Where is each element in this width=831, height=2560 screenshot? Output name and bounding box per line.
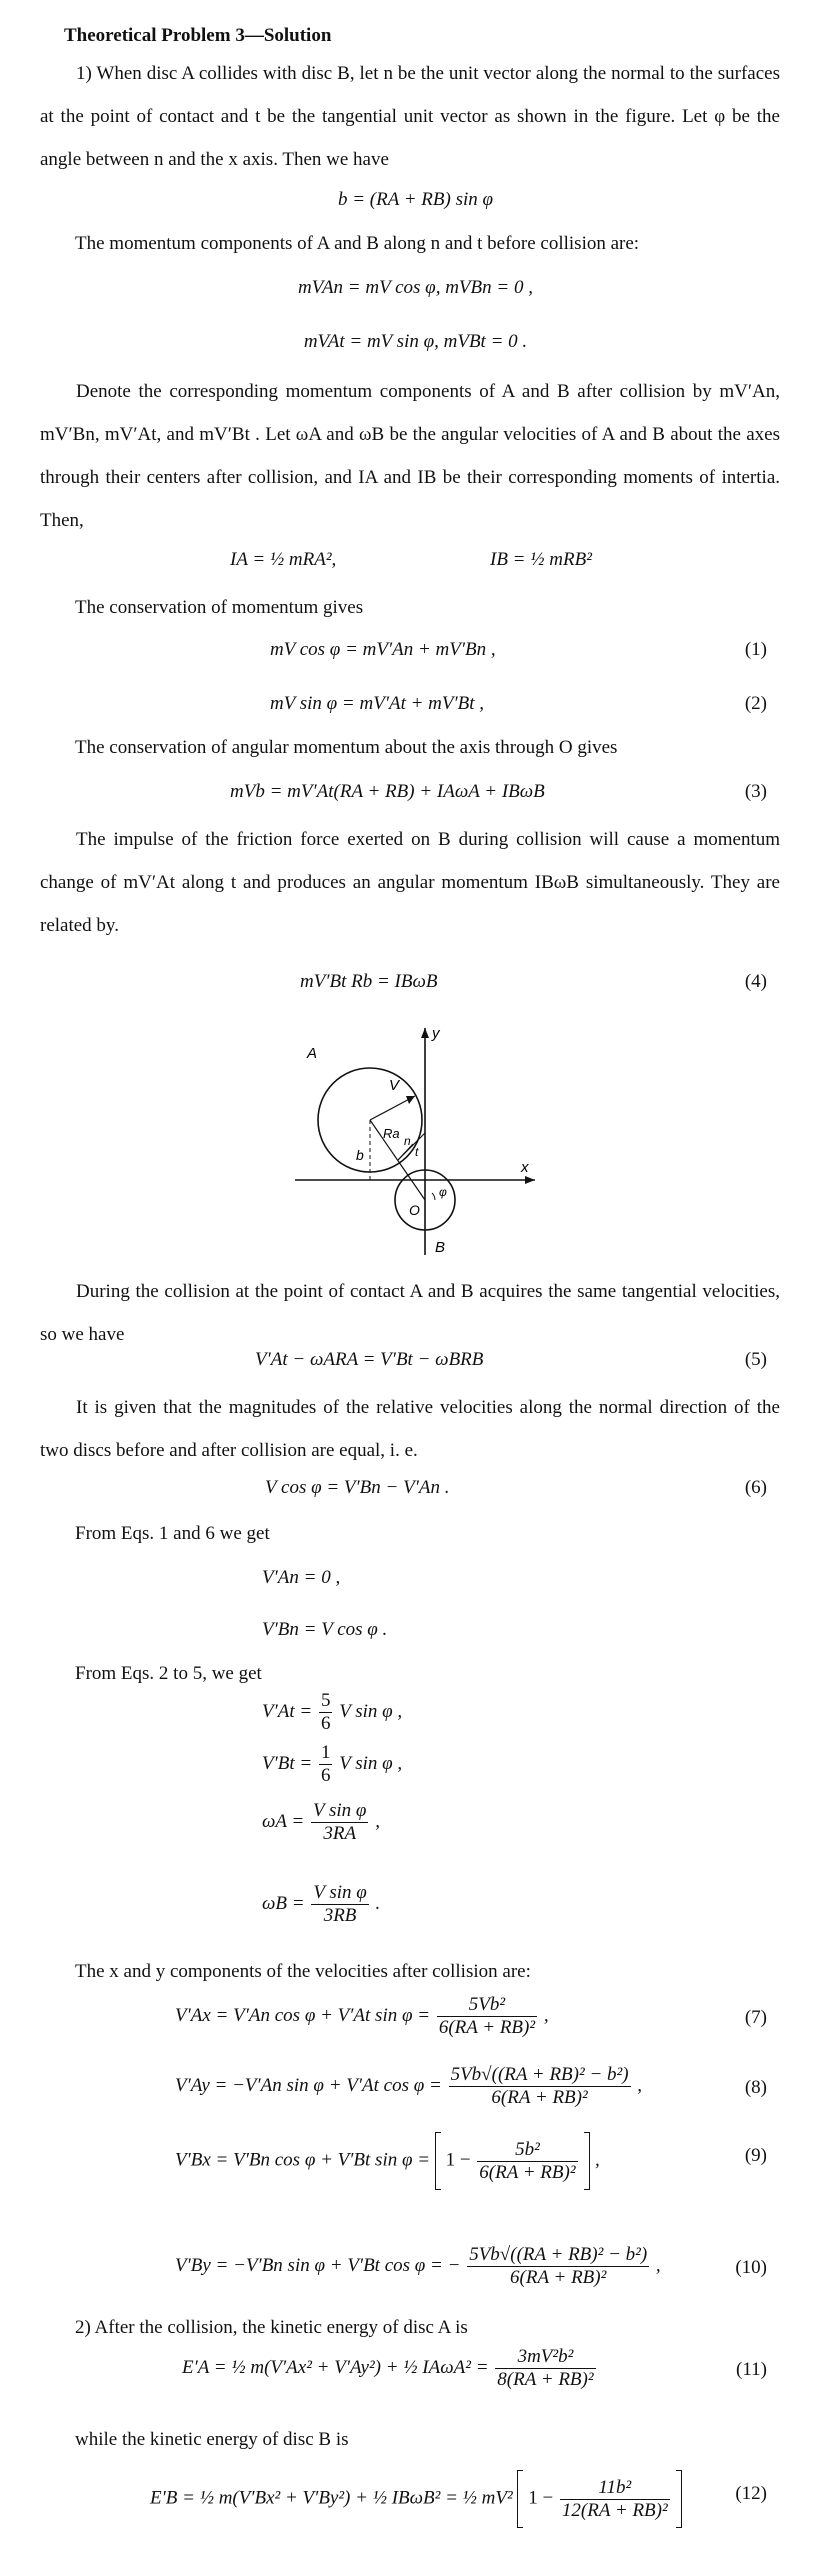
label-x: x	[521, 1159, 529, 1176]
paragraph-momentum-before: The momentum components of A and B along n and t before collision are:	[75, 233, 640, 254]
numerator: 5b²	[515, 2138, 540, 2160]
numerator: 5Vb√((RA + RB)² − b²)	[450, 2064, 629, 2085]
equation-number-4: (4)	[744, 971, 767, 992]
denominator: 3RA	[311, 1822, 368, 1845]
paragraph-conservation-momentum: The conservation of momentum gives	[75, 597, 364, 618]
result-omega-b-lhs: ωB =	[262, 1892, 305, 1914]
result-vat-rhs: V sin φ ,	[339, 1700, 403, 1722]
fraction	[477, 2139, 577, 2184]
equation-12	[150, 2470, 682, 2528]
result-vbn: V′Bn = V cos φ .	[262, 1619, 388, 1640]
paragraph-from-eqs-1-6: From Eqs. 1 and 6 we get	[75, 1523, 270, 1544]
equation-8-lhs: V′Ay = −V′An sin φ + V′At cos φ =	[175, 2074, 442, 2096]
equation-7-lhs: V′Ax = V′An cos φ + V′At sin φ =	[175, 2004, 431, 2026]
numerator: 1	[320, 1742, 331, 1763]
result-vat-lhs: V′At =	[262, 1700, 313, 1722]
result-omega-a-lhs: ωA =	[262, 1810, 305, 1832]
denominator: 6(RA + RB)²	[467, 2266, 649, 2289]
label-ra: Ra	[383, 1126, 400, 1141]
fraction	[319, 1690, 333, 1735]
result-vbt-rhs: V sin φ ,	[339, 1752, 403, 1774]
equation-11	[182, 2346, 598, 2391]
numerator: 5	[320, 1690, 331, 1711]
right-bracket	[676, 2470, 682, 2528]
equation-number-9: (9)	[744, 2145, 767, 2166]
paragraph-kinetic-energy-a: 2) After the collision, the kinetic energy of disc A is	[75, 2317, 468, 2338]
result-omega-a-rhs: ,	[375, 1810, 380, 1832]
fraction	[467, 2244, 649, 2289]
phi-arc	[432, 1193, 435, 1200]
equation-10	[175, 2244, 661, 2289]
paragraph-from-eqs-2-5: From Eqs. 2 to 5, we get	[75, 1663, 262, 1684]
result-vbt-lhs: V′Bt =	[262, 1752, 313, 1774]
paragraph-xy-components	[75, 1960, 531, 1985]
equation-number-2: (2)	[744, 693, 767, 714]
result-omega-b	[262, 1882, 380, 1927]
label-y: y	[432, 1025, 440, 1042]
collision-diagram	[285, 1020, 545, 1260]
equation-9-rhs: ,	[595, 2149, 600, 2171]
label-impact-b: b	[356, 1147, 364, 1163]
right-bracket	[584, 2132, 590, 2190]
equation-8	[175, 2064, 642, 2109]
equation-11-lhs: E′A = ½ m(V′Ax² + V′Ay²) + ½ IAωA² =	[182, 2356, 489, 2378]
numerator: 3mV²b²	[517, 2346, 574, 2367]
equation-9-lhs: V′Bx = V′Bn cos φ + V′Bt sin φ =	[175, 2149, 431, 2171]
equation-5: V′At − ωARA = V′Bt − ωBRB	[255, 1349, 484, 1370]
denominator: 6(RA + RB)²	[479, 2161, 576, 2183]
equation-IA: IA = ½ mRA²,	[230, 549, 337, 570]
equation-number-8: (8)	[744, 2077, 767, 2098]
equation-6: V cos φ = V′Bn − V′An .	[265, 1477, 450, 1498]
fraction	[319, 1742, 333, 1787]
numerator: 5Vb²	[468, 1994, 506, 2015]
label-o: O	[409, 1202, 420, 1218]
equation-9	[175, 2132, 600, 2190]
equation-12-lhs: E′B = ½ m(V′Bx² + V′By²) + ½ IBωB² = ½ mV²	[150, 2487, 513, 2509]
label-n: n	[404, 1134, 411, 1148]
left-bracket	[435, 2132, 441, 2190]
paragraph-tangential: During the collision at the point of contact A and B acquires the same tangential velocities, so we have	[40, 1281, 780, 1345]
denominator: 8(RA + RB)²	[497, 2369, 594, 2390]
equation-number-11: (11)	[736, 2359, 767, 2380]
equation-1: mV cos φ = mV′An + mV′Bn ,	[270, 639, 496, 660]
equation-3: mVb = mV′At(RA + RB) + IAωA + IBωB	[230, 781, 545, 802]
paragraph-angular-momentum: The conservation of angular momentum about the axis through O gives	[75, 737, 618, 758]
equation-9-one-minus: 1 −	[445, 2149, 471, 2171]
equation-number-12: (12)	[735, 2483, 767, 2504]
numerator: 5Vb√((RA + RB)² − b²)	[469, 2244, 648, 2265]
equation-10-lhs: V′By = −V′Bn sin φ + V′Bt cos φ = −	[175, 2254, 461, 2276]
equation-IB: IB = ½ mRB²	[490, 549, 592, 570]
result-vat	[262, 1690, 402, 1735]
numerator: 11b²	[598, 2476, 632, 2498]
result-omega-a	[262, 1800, 380, 1845]
paragraph-relative-velocity: It is given that the magnitudes of the relative velocities along the normal direction of the two discs before and after collision are equal, i. e.	[40, 1397, 780, 1461]
paragraph-after-collision: Denote the corresponding momentum components of A and B after collision by mV′An, mV′Bn, mV′At, and mV′Bt . Let ωA and ωB be the angular velocities of A and B about the axes through their centers after collision, and IA and IB be their corresponding moments of intertia. Then,	[40, 381, 780, 531]
equation-12-one-minus: 1 −	[528, 2487, 554, 2509]
denominator: 6	[320, 1713, 331, 1734]
result-omega-b-rhs: .	[375, 1892, 381, 1914]
denominator: 6(RA + RB)²	[449, 2086, 631, 2109]
equation-4: mV′Bt Rb = IBωB	[300, 971, 438, 992]
fraction	[449, 2064, 631, 2109]
x-axis-arrow	[525, 1176, 535, 1184]
denominator: 12(RA + RB)²	[561, 2499, 668, 2521]
equation-8-rhs: ,	[637, 2074, 643, 2096]
equation-number-10: (10)	[735, 2257, 767, 2278]
equation-number-1: (1)	[744, 639, 767, 660]
denominator: 6	[320, 1765, 331, 1786]
fraction	[437, 1994, 537, 2039]
paragraph-xy-components-text: The x and y components of the velocities after collision are:	[75, 1961, 531, 1982]
label-t: t	[415, 1145, 419, 1159]
numerator: V sin φ	[313, 1800, 367, 1821]
paragraph-intro: 1) When disc A collides with disc B, let n be the unit vector along the normal to the surfaces at the point of contact and t be the tangential unit vector as shown in the figure. Let φ be the angle between n and the x axis. Then we have	[40, 63, 780, 170]
numerator: V sin φ	[313, 1882, 367, 1903]
label-v: V	[389, 1077, 400, 1094]
equation-10-rhs: ,	[655, 2254, 661, 2276]
equation-7-rhs: ,	[543, 2004, 549, 2026]
page-title: Theoretical Problem 3—Solution	[64, 25, 332, 46]
equation-7	[175, 1994, 549, 2039]
fraction	[495, 2346, 595, 2391]
equation-momentum-n: mVAn = mV cos φ, mVBn = 0 ,	[298, 277, 533, 298]
paragraph-impulse: The impulse of the friction force exerted on B during collision will cause a momentum change of mV′At along t and produces an angular momentum IBωB simultaneously. They are related by.	[40, 829, 780, 936]
label-b: B	[435, 1239, 446, 1256]
equation-number-3: (3)	[744, 781, 767, 802]
equation-momentum-t: mVAt = mV sin φ, mVBt = 0 .	[303, 331, 528, 352]
left-bracket	[517, 2470, 523, 2528]
collision-figure	[285, 1020, 545, 1260]
denominator: 3RB	[311, 1904, 368, 1927]
equation-number-5: (5)	[744, 1349, 767, 1370]
y-axis-arrow	[421, 1028, 429, 1038]
equation-2: mV sin φ = mV′At + mV′Bt ,	[270, 693, 485, 714]
equation-b: b = (RA + RB) sin φ	[337, 189, 494, 210]
denominator: 6(RA + RB)²	[438, 2017, 536, 2038]
result-van: V′An = 0 ,	[262, 1567, 341, 1588]
equation-number-7: (7)	[744, 2007, 767, 2028]
paragraph-kinetic-energy-b: while the kinetic energy of disc B is	[75, 2429, 349, 2450]
fraction	[560, 2477, 670, 2522]
label-phi: φ	[439, 1185, 447, 1199]
fraction	[311, 1800, 368, 1845]
label-a: A	[307, 1045, 318, 1062]
result-vbt	[262, 1742, 402, 1787]
equation-number-6: (6)	[744, 1477, 767, 1498]
fraction	[311, 1882, 368, 1927]
